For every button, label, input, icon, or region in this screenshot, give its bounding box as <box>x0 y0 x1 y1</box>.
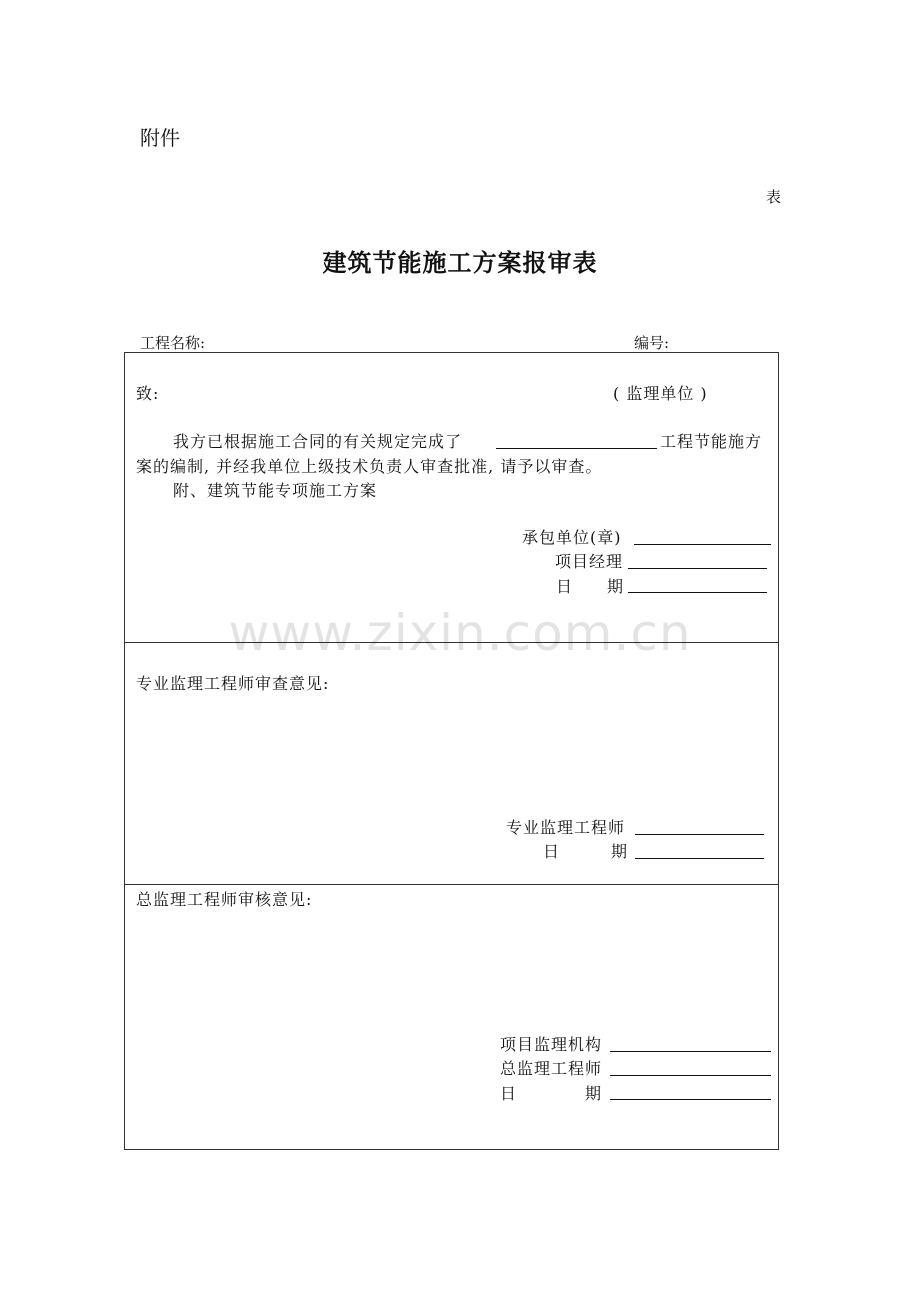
project-name-label: 工程名称: <box>140 334 206 352</box>
body-text-line2: 案的编制, 并经我单位上级技术负责人审查批准, 请予以审查。 <box>136 457 603 476</box>
date-label: 日 期 <box>556 577 625 596</box>
project-blank-line[interactable] <box>496 448 657 449</box>
contractor-signature-line[interactable] <box>634 544 771 545</box>
submission-section <box>125 353 778 643</box>
table-label: 表 <box>766 188 782 206</box>
body-text-line1-start: 我方已根据施工合同的有关规定完成了 <box>173 432 463 451</box>
form-title: 建筑节能施工方案报审表 <box>322 248 598 277</box>
chief-engineer-label: 总监理工程师 <box>500 1059 603 1078</box>
body-text-line1-end: 工程节能施方 <box>660 432 763 451</box>
chief-date-line[interactable] <box>610 1099 771 1100</box>
supervision-org-signature-line[interactable] <box>610 1051 771 1052</box>
supervision-org-label: 项目监理机构 <box>500 1035 603 1054</box>
engineer-date-line[interactable] <box>635 858 764 859</box>
engineer-signature-line[interactable] <box>635 834 764 835</box>
date-line[interactable] <box>628 592 767 593</box>
review-form-table <box>124 352 779 1150</box>
supervisor-unit-label: ( 监理单位 ) <box>613 384 708 403</box>
chief-date-label: 日 期 <box>500 1084 603 1103</box>
engineer-review-section <box>125 643 778 885</box>
engineer-review-heading: 专业监理工程师审查意见: <box>136 674 330 693</box>
chief-review-section <box>125 885 778 1149</box>
addressee-label: 致: <box>136 384 160 403</box>
engineer-label: 专业监理工程师 <box>506 818 626 837</box>
engineer-date-label: 日 期 <box>543 842 629 861</box>
chief-engineer-signature-line[interactable] <box>610 1075 771 1076</box>
chief-review-heading: 总监理工程师审核意见: <box>136 890 313 909</box>
contractor-label: 承包单位(章) <box>522 528 622 547</box>
attachment-note: 附、建筑节能专项施工方案 <box>173 481 378 500</box>
watermark: www.zixin.com.cn <box>228 604 692 662</box>
project-manager-signature-line[interactable] <box>628 568 767 569</box>
attachment-label: 附件 <box>140 126 180 150</box>
serial-number-label: 编号: <box>634 334 670 352</box>
project-manager-label: 项目经理 <box>555 552 624 571</box>
